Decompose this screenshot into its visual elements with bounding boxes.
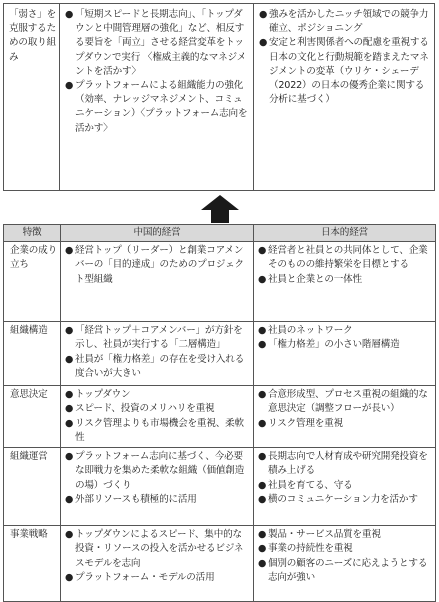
china-improvement-item: ● 「短期スピードと長期志向」、「トップダウンと中間管理層の強化」など、相反する要旨を「両立」させる経営変革をトップダウンで実行 〈権威主義的なマネジメントを活かす〉 (65, 9, 246, 77)
japan-item: ● 社員と企業との一体性 (258, 273, 432, 287)
comparison-table (3, 224, 436, 602)
japan-cell (254, 386, 436, 448)
bullet-icon: ● (258, 543, 267, 555)
bullet-icon: ● (259, 37, 268, 49)
bullet-icon: ● (258, 479, 267, 491)
china-item: ● トップダウンによるスピード、集中的な投資・リソースの投入を活かせるビジネスモデルを志向 (65, 529, 244, 569)
japan-item: ● 長期志向で人材育成や研究開発投資を積み上げる (258, 451, 428, 477)
bullet-icon: ● (258, 325, 267, 337)
china-item: ● 経営トップ（リーダー）と創業コアメンバーの「目的達成」のためのプロジェクト型組織 (65, 245, 244, 285)
bullet-icon: ● (65, 571, 74, 583)
china-improvements (60, 4, 254, 190)
china-item: ● トップダウン (65, 388, 250, 402)
japan-item: ● 社員のネットワーク (258, 324, 432, 338)
japan-improvement-item: ● 強みを活かしたニッチ領域での競争力確立、ポジショニング (259, 9, 429, 35)
china-cell (61, 386, 254, 448)
bullet-icon: ● (65, 493, 74, 505)
bullet-icon: ● (65, 9, 74, 20)
bullet-icon: ● (258, 245, 267, 257)
bullet-icon: ● (258, 339, 267, 351)
japan-cell (254, 448, 436, 526)
header-feature: 特徴 (4, 225, 61, 242)
japan-item: ● 「権力格差」の小さい階層構造 (258, 338, 432, 352)
bullet-icon: ● (65, 403, 74, 415)
japan-item: ● 経営者と社員との共同体として、企業そのものの維持繁栄を目標とする (258, 245, 428, 271)
bullet-icon: ● (65, 529, 74, 541)
china-cell (61, 242, 254, 322)
bullet-icon: ● (258, 451, 267, 463)
improvement-box (3, 3, 435, 191)
bullet-icon: ● (65, 353, 74, 365)
china-cell (61, 448, 254, 526)
bullet-icon: ● (65, 389, 74, 401)
china-item: ● 「経営トップ＋コアメンバー」が方針を示し、社員が実行する「二層構造」 (65, 325, 243, 351)
japan-item: ● 社員を育てる、守る (258, 479, 432, 493)
table-header-row (4, 225, 436, 242)
table-body (4, 242, 436, 602)
feature-cell: 組織運営 (4, 448, 61, 526)
bullet-icon: ● (258, 417, 267, 429)
japan-item: ● リスク管理を重視 (258, 417, 432, 431)
japan-cell (254, 242, 436, 322)
china-improvement-item: ● プラットフォームによる組織能力の強化（効率、ナレッジマネジメント、コミュニケーション）〈プラットフォーム志向を活かす〉 (65, 80, 248, 134)
japan-item: ● 横のコミュニケーション力を活かす (258, 493, 432, 507)
bullet-icon: ● (65, 417, 74, 429)
table-row (4, 526, 436, 602)
japan-cell (254, 526, 436, 602)
bullet-icon: ● (259, 9, 268, 20)
bullet-icon: ● (65, 80, 74, 92)
bullet-icon: ● (65, 245, 74, 257)
japan-improvements (254, 4, 434, 190)
feature-cell: 組織構造 (4, 322, 61, 386)
japan-item: ● 個別の顧客のニーズに応えようとする志向が強い (258, 557, 428, 583)
china-item: ● プラットフォーム・モデルの活用 (65, 571, 250, 585)
feature-cell: 事業戦略 (4, 526, 61, 602)
up-arrow-icon (201, 195, 239, 223)
bullet-icon: ● (258, 389, 267, 401)
table-row (4, 322, 436, 386)
bullet-icon: ● (258, 529, 267, 541)
feature-cell: 企業の成り立ち (4, 242, 61, 322)
table-row (4, 242, 436, 322)
japan-item: ● 合意形成型、プロセス重視の組織的な意思決定（調整フローが長い） (258, 389, 428, 415)
japan-improvement-item: ● 安定と利害関係者への配慮を重視する日本の文化と行動規範を踏まえたマネジメントの変革（ウリケ・シェーデ（2022）の日本の優秀企業に関する分析に基づく） (259, 37, 429, 106)
japan-item: ● 事業の持続性を重視 (258, 542, 432, 556)
bullet-icon: ● (65, 451, 74, 463)
china-cell (61, 322, 254, 386)
china-item: ● 社員が「権力格差」の存在を受け入れる度合いが大きい (65, 353, 245, 379)
japan-item: ● 製品・サービス品質を重視 (258, 528, 432, 542)
table-row (4, 448, 436, 526)
bullet-icon: ● (65, 325, 74, 337)
china-cell (61, 526, 254, 602)
china-item: ● リスク管理よりも市場機会を重視、柔軟性 (65, 417, 244, 443)
header-china: 中国的経営 (61, 225, 254, 242)
improvement-heading: 「弱さ」を克服するための取り組み (4, 4, 60, 190)
table-row (4, 386, 436, 448)
bullet-icon: ● (258, 493, 267, 505)
china-item: ● 外部リソースも積極的に活用 (65, 493, 250, 507)
feature-cell: 意思決定 (4, 386, 61, 448)
china-item: ● スピード、投資のメリハリを重視 (65, 402, 250, 416)
bullet-icon: ● (258, 557, 267, 569)
china-item: ● プラットフォーム志向に基づく、今必要な即戦力を集めた柔軟な組織（価値創造の場）づくり (65, 451, 245, 491)
header-japan: 日本的経営 (254, 225, 436, 242)
japan-cell (254, 322, 436, 386)
bullet-icon: ● (258, 273, 267, 285)
